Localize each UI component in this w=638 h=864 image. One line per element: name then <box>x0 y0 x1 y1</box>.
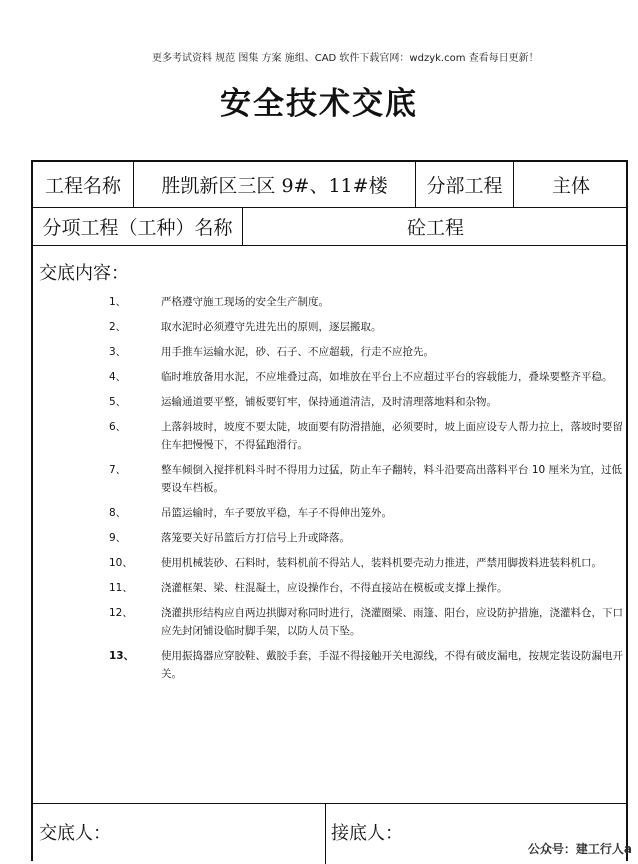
item-text: 吊篮运输时，车子要放平稳，车子不得伸出笼外。 <box>161 507 392 519</box>
list-item <box>109 368 624 386</box>
wechat-watermark: 公众号：建工行人a <box>527 842 632 856</box>
item-text: 落笼要关好吊篮后方打信号上升或降落。 <box>161 532 350 544</box>
list-item <box>109 504 624 522</box>
item-number: 3、 <box>109 346 127 358</box>
list-item <box>109 529 624 547</box>
content-label: 交底内容： <box>39 263 129 284</box>
item-number: 6、 <box>109 421 127 433</box>
item-text: 用手推车运输水泥，砂、石子、不应超载，行走不应抢先。 <box>161 346 434 358</box>
list-item <box>109 647 624 683</box>
document-title: 安全技术交底 <box>220 86 418 122</box>
disclosure-table <box>31 160 628 861</box>
item-number: 13、 <box>109 650 135 662</box>
giver-cell <box>33 804 326 864</box>
work-item-label: 分项工程（工种）名称 <box>33 207 243 245</box>
item-number: 1、 <box>109 296 127 308</box>
disclosure-items <box>109 293 624 690</box>
item-number: 12、 <box>109 607 133 619</box>
list-item <box>109 393 624 411</box>
item-text: 浇灌拱形结构应自两边拱脚对称同时进行，浇灌圈梁、雨篷、阳台，应设防护措施，浇灌料仓，下口应先封闭铺设临时脚手架，以防人员下坠。 <box>161 607 623 637</box>
item-text: 上落斜坡时，坡度不要太陡，坡面要有防滑措施，必须要时，坡上面应设专人帮力拉上，落坡时要留住车把慢慢下，不得猛跑滑行。 <box>161 421 623 451</box>
item-text: 使用振捣器应穿胶鞋、戴胶手套，手湿不得接触开关电源线，不得有破皮漏电，按规定装设防漏电开关。 <box>161 650 623 680</box>
item-text: 严格遵守施工现场的安全生产制度。 <box>161 296 329 308</box>
sub-project-value: 主体 <box>551 175 590 197</box>
list-item <box>109 554 624 572</box>
item-text: 浇灌框架、梁、柱混凝土，应设操作台，不得直接站在模板或支撑上操作。 <box>161 582 508 594</box>
item-number: 4、 <box>109 371 127 383</box>
work-item-value: 砼工程 <box>406 216 464 239</box>
receiver-label: 接底人： <box>331 823 403 844</box>
item-text: 使用机械装砂、石料时，装料机前不得站人，装料机要壳动力推进，严禁用脚拨料进装料机口。 <box>161 557 602 569</box>
item-number: 5、 <box>109 396 127 408</box>
list-item <box>109 579 624 597</box>
list-item <box>109 318 624 336</box>
work-item-row <box>33 207 626 246</box>
item-number: 8、 <box>109 507 127 519</box>
sub-project-label: 分部工程 <box>416 162 514 207</box>
list-item <box>109 293 624 311</box>
item-number: 2、 <box>109 321 127 333</box>
project-name-value: 胜凯新区三区 9#、11#楼 <box>134 162 416 207</box>
item-number: 7、 <box>109 464 127 476</box>
item-text: 取水泥时必须遵守先进先出的原则，逐层搬取。 <box>161 321 382 333</box>
list-item <box>109 461 624 497</box>
list-item <box>109 418 624 454</box>
project-info-row <box>33 162 626 208</box>
giver-label: 交底人： <box>39 823 111 844</box>
list-item <box>109 343 624 361</box>
download-banner: 更多考试资料 规范 图集 方案 施组、CAD 软件下载官网：wdzyk.com 查看每日更新！ <box>152 53 539 64</box>
item-number: 10、 <box>109 557 133 569</box>
item-number: 9、 <box>109 532 127 544</box>
item-number: 11、 <box>109 582 133 594</box>
item-text: 运输通道要平整，铺板要钉牢，保持通道清洁，及时清理落地料和杂物。 <box>161 396 497 408</box>
item-text: 临时堆放备用水泥，不应堆叠过高，如堆放在平台上不应超过平台的容载能力，叠垛要整齐平稳。 <box>161 371 613 383</box>
item-text: 整车倾倒入搅拌机料斗时不得用力过猛，防止车子翻转，料斗沿要高出落料平台 10 厘米为宜，过低要设车档板。 <box>161 464 623 494</box>
project-name-label: 工程名称 <box>33 162 134 207</box>
list-item <box>109 604 624 640</box>
